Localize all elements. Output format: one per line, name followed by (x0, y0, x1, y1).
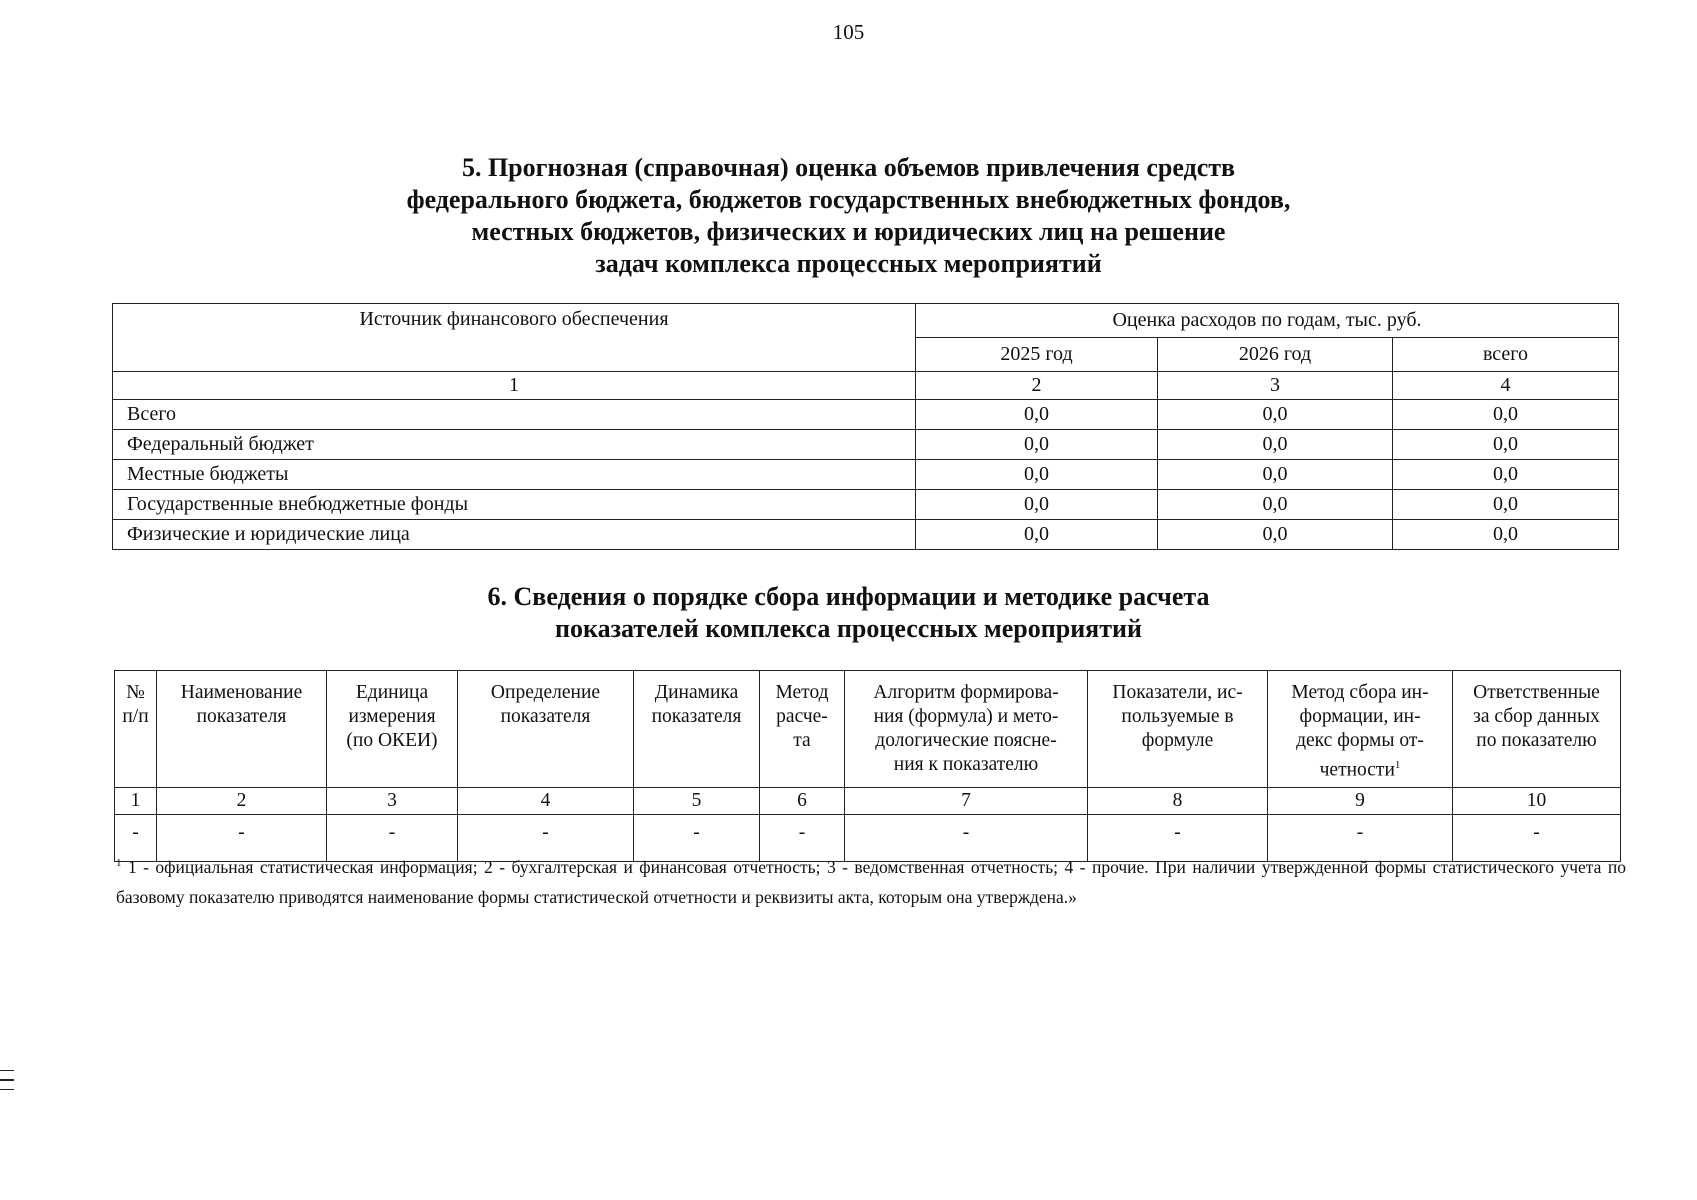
margin-mark (0, 1079, 14, 1080)
header-dynamics (634, 671, 760, 788)
funding-source-label: Всего (113, 400, 916, 430)
header-line: показателя (651, 706, 742, 727)
header-line: Алгоритм формирова- (873, 682, 1059, 703)
table-cell: - (1453, 815, 1621, 862)
section-6-title-line: показателей комплекса процессных мероприятий (555, 614, 1142, 643)
header-unit (327, 671, 458, 788)
column-number: 1 (113, 372, 916, 400)
section-5-title-line: местных бюджетов, физических и юридических лиц на решение (471, 217, 1226, 246)
expense-estimate-group-header: Оценка расходов по годам, тыс. руб. (916, 304, 1619, 338)
value-cell: 0,0 (916, 490, 1158, 520)
footnote (116, 848, 1626, 912)
header-row-number (115, 671, 157, 788)
table-row (113, 520, 1619, 550)
header-line: формуле (1141, 730, 1214, 751)
table-cell: - (845, 815, 1088, 862)
year-2026-header: 2026 год (1158, 338, 1393, 372)
header-line: за сбор данных (1473, 706, 1600, 727)
header-formula-indicators (1088, 671, 1268, 788)
header-line: измерения (348, 706, 436, 727)
column-number: 5 (634, 788, 760, 815)
header-definition (458, 671, 634, 788)
column-number: 4 (458, 788, 634, 815)
footnote-text: 1 - официальная статистическая информация; 2 - бухгалтерская и финансовая отчетность; 3 - ведомственная отчетность; 4 - прочие. При наличии утвержденной формы статистического учета по базовому показателю приводятся наименование формы статистической отчетности и реквизиты акта, которым она утверждена.» (116, 856, 1626, 907)
value-cell: 0,0 (916, 430, 1158, 460)
section-5-title-line: задач комплекса процессных мероприятий (595, 249, 1102, 278)
table-cell: - (1088, 815, 1268, 862)
header-line: Единица (355, 682, 429, 703)
column-number: 8 (1088, 788, 1268, 815)
header-line: четности (1319, 759, 1395, 781)
table-row (113, 460, 1619, 490)
header-line: Определение (490, 682, 601, 703)
indicator-methodology-table (114, 670, 1621, 862)
source-column-header: Источник финансового обеспечения (113, 304, 916, 372)
column-number: 2 (916, 372, 1158, 400)
value-cell: 0,0 (1393, 520, 1619, 550)
table-cell: - (327, 815, 458, 862)
section-6-title (0, 581, 1697, 645)
value-cell: 0,0 (1393, 430, 1619, 460)
column-number: 9 (1268, 788, 1453, 815)
table-header-row (113, 304, 1619, 338)
funding-source-label: Местные бюджеты (113, 460, 916, 490)
table-cell: - (458, 815, 634, 862)
value-cell: 0,0 (1158, 400, 1393, 430)
table-cell: - (1268, 815, 1453, 862)
column-number: 1 (115, 788, 157, 815)
value-cell: 0,0 (1158, 520, 1393, 550)
funding-estimate-table (112, 303, 1619, 550)
column-number: 7 (845, 788, 1088, 815)
section-5-title-line: федерального бюджета, бюджетов государственных внебюджетных фондов, (406, 185, 1291, 214)
year-2025-header: 2025 год (916, 338, 1158, 372)
funding-source-label: Государственные внебюджетные фонды (113, 490, 916, 520)
header-line: (по ОКЕИ) (346, 730, 438, 751)
table-header-row (115, 671, 1621, 788)
value-cell: 0,0 (1393, 460, 1619, 490)
header-calc-method (760, 671, 845, 788)
header-line: п/п (122, 706, 149, 727)
table-row (113, 430, 1619, 460)
value-cell: 0,0 (1393, 490, 1619, 520)
table-row (113, 490, 1619, 520)
header-line: Ответственные (1473, 682, 1600, 703)
header-line: декс формы от- (1296, 730, 1424, 751)
header-line: формации, ин- (1299, 706, 1421, 727)
table-cell: - (634, 815, 760, 862)
header-responsible (1453, 671, 1621, 788)
funding-source-label: Физические и юридические лица (113, 520, 916, 550)
page-number: 105 (832, 20, 865, 44)
header-line: показателя (196, 706, 287, 727)
header-line: та (793, 730, 811, 751)
margin-marks (0, 1070, 14, 1098)
table-cell: - (760, 815, 845, 862)
column-number: 3 (327, 788, 458, 815)
header-line: расче- (776, 706, 828, 727)
table-row (113, 400, 1619, 430)
footnote-marker: 1 (116, 857, 122, 869)
header-line: пользуемые в (1121, 706, 1234, 727)
header-line: Наименование (180, 682, 303, 703)
header-line: по показателю (1476, 730, 1597, 751)
section-5-title (0, 152, 1697, 280)
header-line: Метод сбора ин- (1291, 682, 1429, 703)
section-6-title-line: 6. Сведения о порядке сбора информации и методике расчета (487, 582, 1210, 611)
funding-source-label: Федеральный бюджет (113, 430, 916, 460)
value-cell: 0,0 (916, 400, 1158, 430)
footnote-reference: 1 (1394, 759, 1401, 771)
header-collection-method (1268, 671, 1453, 788)
column-number: 4 (1393, 372, 1619, 400)
value-cell: 0,0 (1158, 460, 1393, 490)
column-number-row (115, 788, 1621, 815)
header-line: ния (формула) и мето- (873, 706, 1059, 727)
column-number: 2 (157, 788, 327, 815)
column-number-row (113, 372, 1619, 400)
total-header: всего (1393, 338, 1619, 372)
value-cell: 0,0 (1158, 490, 1393, 520)
header-line: № (126, 682, 145, 703)
header-indicator-name (157, 671, 327, 788)
column-number: 3 (1158, 372, 1393, 400)
table-cell: - (157, 815, 327, 862)
value-cell: 0,0 (1393, 400, 1619, 430)
margin-mark (0, 1070, 14, 1071)
header-line: Динамика (654, 682, 739, 703)
header-algorithm (845, 671, 1088, 788)
header-line: показателя (500, 706, 591, 727)
header-line: дологические поясне- (875, 730, 1057, 751)
column-number: 10 (1453, 788, 1621, 815)
header-line: ния к показателю (893, 754, 1039, 775)
table-cell: - (115, 815, 157, 862)
value-cell: 0,0 (916, 460, 1158, 490)
column-number: 6 (760, 788, 845, 815)
value-cell: 0,0 (916, 520, 1158, 550)
value-cell: 0,0 (1158, 430, 1393, 460)
section-5-title-line: 5. Прогнозная (справочная) оценка объемов привлечения средств (461, 153, 1236, 182)
margin-mark (0, 1089, 14, 1090)
header-line: Метод (775, 682, 829, 703)
header-line: Показатели, ис- (1112, 682, 1243, 703)
